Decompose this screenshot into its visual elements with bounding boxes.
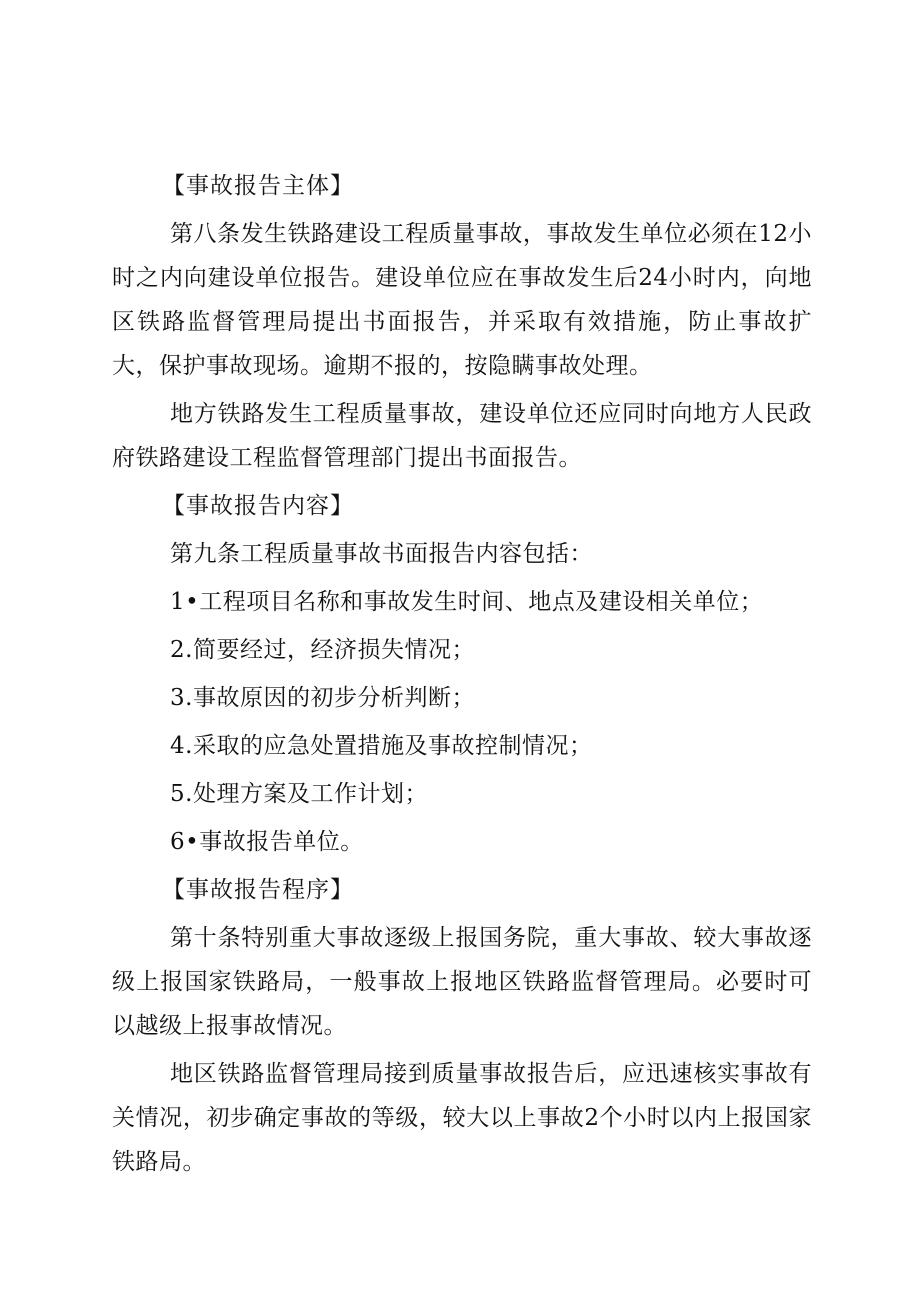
local-railway-paragraph: 地方铁路发生工程质量事故，建设单位还应同时向地方人民政府铁路建设工程监督管理部门提出书面报告。 [112,401,812,471]
section-heading-report-procedure: 【事故报告程序】 [162,877,354,903]
list-item: 6•事故报告单位。 [170,829,364,855]
article-9-paragraph: 第九条工程质量事故书面报告内容包括： [170,541,593,567]
list-item: 5.处理方案及工作计划； [170,781,428,807]
list-item: 3.事故原因的初步分析判断； [170,685,475,711]
section-heading-report-content: 【事故报告内容】 [162,493,354,519]
regional-bureau-paragraph: 地区铁路监督管理局接到质量事故报告后，应迅速核实事故有关情况，初步确定事故的等级，较大以上事故2个小时以内上报国家铁路局。 [112,1061,812,1175]
list-item: 1•工程项目名称和事故发生时间、地点及建设相关单位； [170,589,764,615]
section-heading-report-subject: 【事故报告主体】 [162,173,354,199]
list-item: 4.采取的应急处置措施及事故控制情况； [170,733,593,759]
article-8-paragraph: 第八条发生铁路建设工程质量事故，事故发生单位必须在12小时之内向建设单位报告。建设单位应在事故发生后24小时内，向地区铁路监督管理局提出书面报告，并采取有效措施，防止事故扩大，保护事故现场。逾期不报的，按隐瞒事故处理。 [112,221,812,379]
list-item: 2.简要经过，经济损失情况； [170,637,475,663]
document-body [112,164,812,1188]
article-10-paragraph: 第十条特别重大事故逐级上报国务院，重大事故、较大事故逐级上报国家铁路局，一般事故上报地区铁路监督管理局。必要时可以越级上报事故情况。 [112,925,812,1039]
